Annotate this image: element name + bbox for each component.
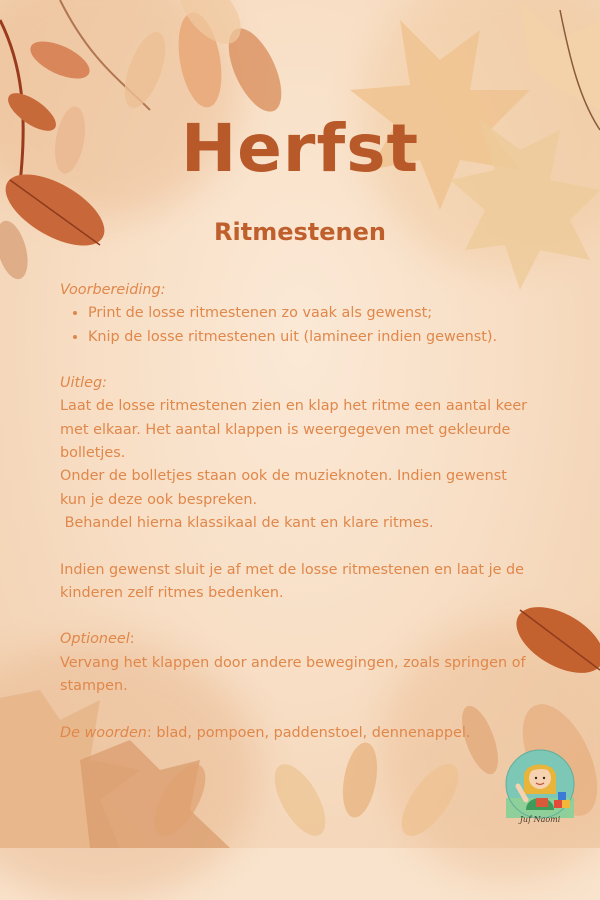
closing-line: kinderen zelf ritmes bedenken. bbox=[60, 584, 284, 601]
teacher-avatar-icon bbox=[504, 748, 576, 820]
explanation-line: Behandel hierna klassikaal de kant en klare ritmes. bbox=[60, 514, 434, 531]
instructions bbox=[60, 279, 540, 745]
optional-line: Vervang het klappen door andere bewegingen, zoals springen of bbox=[60, 654, 526, 671]
list-item: • Knip de losse ritmestenen uit (lamineer indien gewenst). bbox=[88, 326, 540, 349]
words-heading: De woorden bbox=[60, 724, 147, 741]
explanation-line: Onder de bolletjes staan ook de muzieknoten. Indien gewenst bbox=[60, 468, 507, 485]
words-line bbox=[60, 722, 540, 745]
optional-line: stampen. bbox=[60, 678, 128, 695]
preparation-heading: Voorbereiding: bbox=[60, 282, 166, 298]
explanation-line: bolletjes. bbox=[60, 445, 126, 462]
words-text: : blad, pompoen, paddenstoel, dennenappel. bbox=[146, 724, 471, 741]
explanation-line: kun je deze ook bespreken. bbox=[60, 491, 258, 508]
page-subtitle: Ritmestenen bbox=[214, 218, 386, 246]
optional-heading: Optioneel bbox=[60, 631, 130, 648]
list-item: • Print de losse ritmestenen zo vaak als gewenst; bbox=[88, 302, 540, 325]
optional-heading-line bbox=[60, 628, 540, 651]
preparation-list bbox=[60, 302, 540, 349]
closing-line: Indien gewenst sluit je af met de losse ritmestenen en laat je de bbox=[60, 561, 524, 578]
page-title: Herfst bbox=[180, 110, 420, 187]
explanation-heading: Uitleg: bbox=[60, 375, 108, 392]
explanation-line: met elkaar. Het aantal klappen is weergegeven met gekleurde bbox=[60, 421, 511, 438]
explanation-line: Laat de losse ritmestenen zien en klap het ritme een aantal keer bbox=[60, 398, 528, 415]
badge-label: Juf Naomi bbox=[519, 815, 561, 824]
optional-colon: : bbox=[129, 631, 135, 648]
